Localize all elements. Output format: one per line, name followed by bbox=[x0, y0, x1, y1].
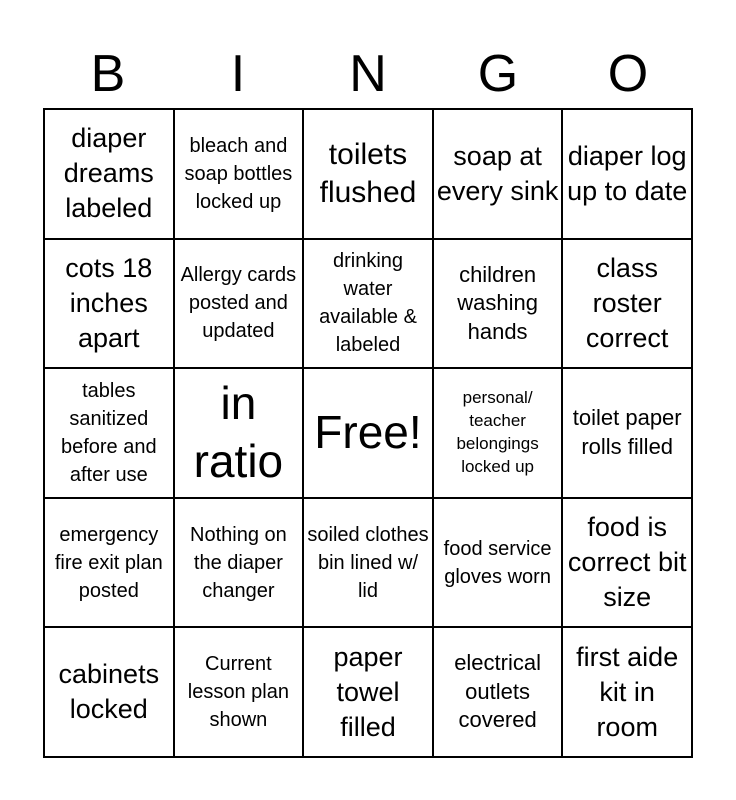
bingo-cell[interactable] bbox=[174, 109, 304, 239]
cell-text: drinking water available & labeled bbox=[319, 250, 417, 357]
free-space-label: Free! bbox=[314, 406, 422, 459]
cell-text: diaper dreams labeled bbox=[63, 123, 154, 224]
bingo-cell[interactable] bbox=[44, 498, 174, 628]
cell-text: class roster correct bbox=[585, 252, 669, 353]
cell-text: tables sanitized before and after use bbox=[60, 379, 157, 486]
cell-text: Nothing on the diaper changer bbox=[190, 523, 287, 602]
header-letter-o: O bbox=[607, 45, 649, 103]
header-letter-g: G bbox=[477, 45, 519, 103]
bingo-cell[interactable] bbox=[44, 239, 174, 369]
bingo-cell[interactable] bbox=[44, 627, 174, 757]
bingo-cell[interactable] bbox=[303, 627, 433, 757]
cell-text: paper towel filled bbox=[333, 641, 403, 742]
cell-text: in ratio bbox=[193, 377, 284, 487]
header-letter-i: I bbox=[230, 45, 246, 103]
header-letter-b: B bbox=[90, 45, 126, 103]
cell-text: cots 18 inches apart bbox=[65, 252, 153, 353]
bingo-cell[interactable] bbox=[44, 368, 174, 498]
bingo-cell[interactable] bbox=[174, 627, 304, 757]
cell-text: toilets flushed bbox=[319, 138, 417, 209]
bingo-cell[interactable] bbox=[562, 498, 692, 628]
bingo-cell[interactable] bbox=[44, 109, 174, 239]
bingo-cell[interactable] bbox=[433, 368, 563, 498]
cell-text: soap at every sink bbox=[436, 140, 559, 206]
free-space-cell[interactable] bbox=[303, 368, 433, 498]
cell-text: soiled clothes bin lined w/ lid bbox=[307, 523, 429, 602]
bingo-cell[interactable] bbox=[303, 498, 433, 628]
header-letter-n: N bbox=[349, 45, 387, 103]
cell-text: children washing hands bbox=[457, 261, 538, 344]
cell-text: toilet paper rolls filled bbox=[572, 405, 682, 459]
cell-text: food service gloves worn bbox=[443, 537, 552, 588]
cell-text: bleach and soap bottles locked up bbox=[184, 134, 293, 213]
bingo-cell[interactable] bbox=[174, 498, 304, 628]
cell-text: first aide kit in room bbox=[576, 641, 679, 742]
bingo-cell[interactable] bbox=[433, 627, 563, 757]
bingo-cell[interactable] bbox=[433, 239, 563, 369]
cell-text: electrical outlets covered bbox=[454, 650, 541, 733]
bingo-cell[interactable] bbox=[562, 239, 692, 369]
bingo-cell[interactable] bbox=[433, 498, 563, 628]
bingo-card-grid bbox=[43, 108, 693, 758]
cell-text: personal/ teacher belongings locked up bbox=[456, 388, 539, 476]
bingo-cell[interactable] bbox=[562, 627, 692, 757]
cell-text: cabinets locked bbox=[58, 659, 160, 725]
bingo-cell[interactable] bbox=[562, 368, 692, 498]
bingo-cell[interactable] bbox=[562, 109, 692, 239]
cell-text: food is correct bit size bbox=[567, 511, 687, 613]
bingo-header bbox=[43, 40, 693, 108]
bingo-cell[interactable] bbox=[174, 239, 304, 369]
bingo-cell[interactable] bbox=[174, 368, 304, 498]
cell-text: emergency fire exit plan posted bbox=[54, 523, 163, 602]
bingo-cell[interactable] bbox=[303, 239, 433, 369]
bingo-cell[interactable] bbox=[303, 109, 433, 239]
cell-text: diaper log up to date bbox=[567, 140, 688, 206]
cell-text: Allergy cards posted and updated bbox=[180, 264, 297, 343]
bingo-cell[interactable] bbox=[433, 109, 563, 239]
cell-text: Current lesson plan shown bbox=[187, 653, 289, 732]
